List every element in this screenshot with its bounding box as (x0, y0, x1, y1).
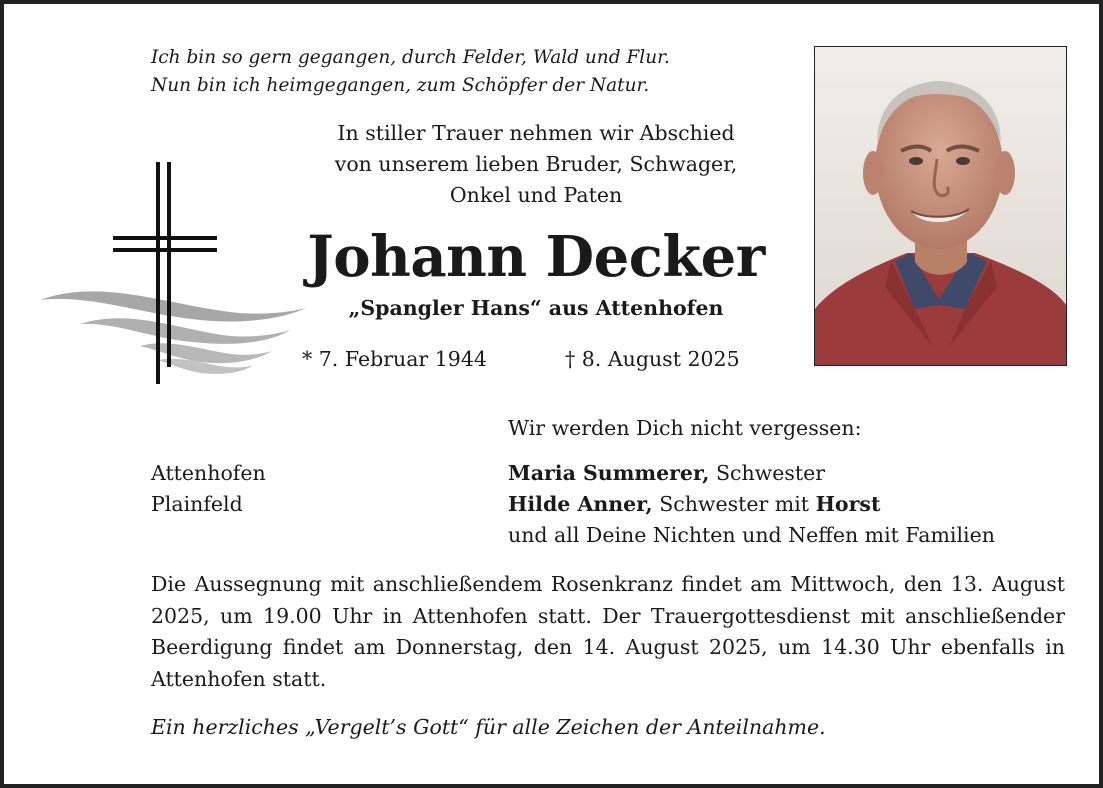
mourner-row: und all Deine Nichten und Neffen mit Familien (508, 523, 995, 547)
intro-line-2: von unserem lieben Bruder, Schwager, (334, 152, 738, 176)
mourner-relation: Schwester mit (652, 492, 816, 516)
funeral-notice: Die Aussegnung mit anschließendem Rosenkranz findet am Mittwoch, den 13. August 2025, um 19.00 Uhr in Attenhofen statt. Der Trauergottesdienst mit anschließender Beerdigung findet am Donnerstag, den 14. August 2025, um 14.30 Uhr ebenfalls in Attenhofen statt. (151, 572, 1065, 691)
birth-date: * 7. Februar 1944 (302, 347, 487, 371)
cross-waves-icon (40, 154, 310, 392)
poem-line-2: Nun bin ich heimgegangen, zum Schöpfer der Natur. (151, 75, 650, 96)
mourner-row (508, 489, 995, 520)
place-attenhofen: Attenhofen (151, 461, 266, 485)
mourner-name: Maria Summerer, (508, 461, 710, 485)
mourner-row (508, 458, 995, 489)
deceased-name: Johann Decker (307, 224, 765, 290)
mourners-places (151, 458, 266, 520)
intro-line-3: Onkel und Paten (449, 183, 623, 207)
place-plainfeld: Plainfeld (151, 492, 243, 516)
intro-line-1: In stiller Trauer nehmen wir Abschied (337, 121, 735, 145)
mourner-relation: Schwester (709, 461, 826, 485)
mourners-heading: Wir werden Dich nicht vergessen: (508, 416, 862, 440)
intro-text (304, 118, 768, 211)
thanks-line: Ein herzliches „Vergelt’s Gott“ für alle Zeichen der Anteilnahme. (151, 715, 826, 739)
portrait-photo (814, 46, 1067, 366)
mourners-list (508, 458, 995, 551)
poem (151, 44, 670, 100)
mourner-name: Hilde Anner, (508, 492, 653, 516)
mourner-partner: Horst (815, 492, 881, 516)
death-date: † 8. August 2025 (565, 347, 740, 371)
deceased-nickname: „Spangler Hans“ aus Attenhofen (348, 296, 724, 320)
poem-line-1: Ich bin so gern gegangen, durch Felder, Wald und Flur. (151, 47, 670, 68)
